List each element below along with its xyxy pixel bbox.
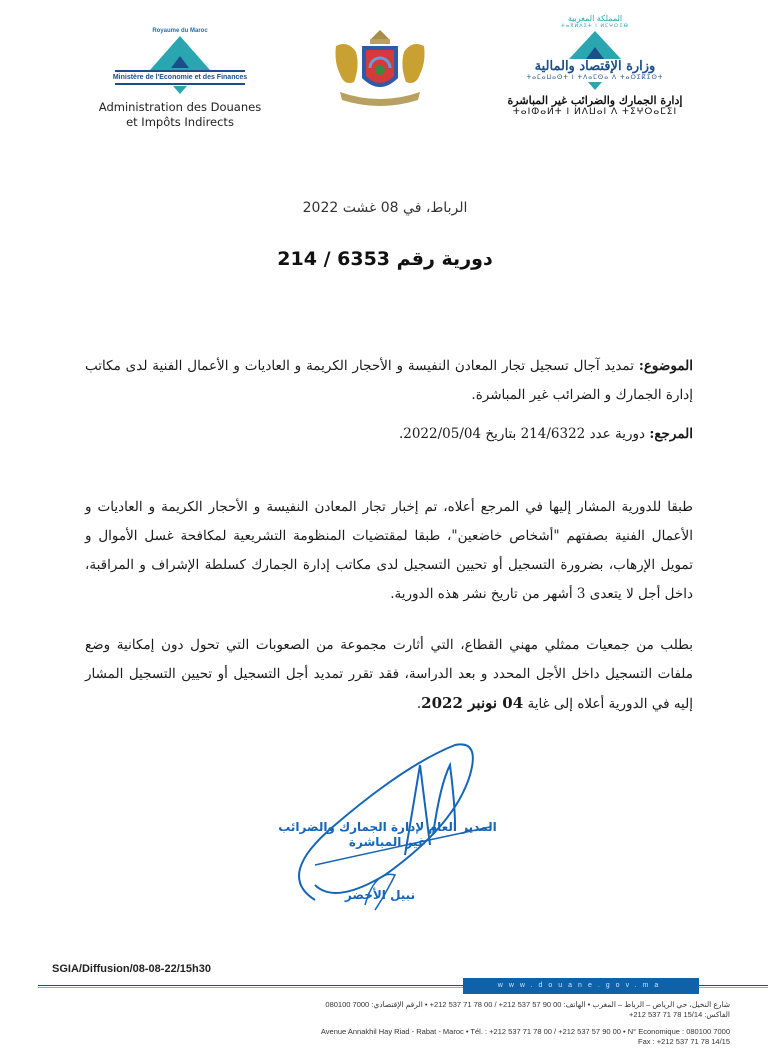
divider [115, 70, 245, 72]
website-link[interactable]: www.douane.gov.ma [463, 978, 699, 994]
paragraph-2-end: . [416, 696, 422, 712]
circular-number: دورية رقم 6353 / 214 [277, 248, 493, 270]
signatory-name: نبيل الأخضر [344, 888, 416, 902]
subject-block [85, 352, 693, 410]
kingdom-label-ar: المملكة المغربية [567, 14, 623, 23]
reference-text: دورية عدد 214/6322 بتاريخ 2022/05/04. [398, 426, 646, 442]
body-paragraph-2 [85, 631, 693, 719]
extended-deadline: 04 نونبر 2022 [421, 694, 524, 712]
administration-name-tifinagh: ⵜⴰⵏⵀⴰⵍⵜ ⵏ ⵍⴷⵡⴰⵏ ⴷ ⵜⵉⵖⵔⴰⵎⵉⵏ [512, 107, 678, 117]
triangle-logo-icon [569, 31, 621, 59]
subject-text: تمديد آجال تسجيل تجار المعادن النفيسة و الأحجار الكريمة و العاديات و الأعمال الفنية لدى مكاتب إدارة الجمارك و الضرائب غير المباشرة. [85, 358, 693, 403]
paragraph-2-text: بطلب من جمعيات ممثلي مهني القطاع، التي أثارت مجموعة من الصعوبات التي تحول دون إمكانية وضع ملفات التسجيل داخل الأجل المحدد و بعد الدراسة، فقد تقرر تمديد أجل التسجيل أو تحيين التسجيل المشار إليه في الدورية أعلاه إلى غاية [85, 637, 693, 712]
body-paragraph-1: طبقا للدورية المشار إليها في المرجع أعلاه، تم إخبار تجار المعادن النفيسة و الأحجار الكريمة و العاديات و الأعمال الفنية بصفتهم "أشخاص خاضعين"، طبقا لمقتضيات المنظومة التشريعية لمكافحة غسل الأموال و تمويل الإرهاب، بضرورة التسجيل أو تحيين التسجيل لدى مكاتب إدارة الجمارك كسلطة الإشراف و المراقبة، داخل أجل لا يتعدى 3 أشهر من تاريخ نشر هذه الدورية. [85, 499, 693, 602]
fax-ar: الفاكس: 15/14 78 71 537 212+ [628, 1010, 730, 1019]
subject-label: الموضوع: [638, 358, 693, 374]
kingdom-label: Royaume du Maroc [152, 28, 208, 34]
ministry-name-fr: Ministère de l'Economie et des Finances [112, 74, 248, 81]
ministry-logo-fr [95, 26, 265, 151]
signatory-title [260, 820, 515, 850]
letter-date: الرباط، في 08 غشت 2022 [302, 200, 468, 216]
ministry-name-ar: وزارة الإقتصاد والمالية [534, 59, 656, 74]
fax-fr: Fax : +212 537 71 78 14/15 [638, 1037, 730, 1046]
administration-name-fr-line2: et Impôts Indirects [126, 115, 234, 129]
triangle-down-icon [173, 86, 187, 94]
signatory-title-line2: غير المباشرة [348, 835, 427, 849]
address-fr: Avenue Annakhil Hay Riad - Rabat - Maroc • Tél. : +212 537 71 78 00 / +212 537 57 90 00 • N° Economique : 080100 7000 [320, 1027, 730, 1036]
divider [115, 83, 245, 85]
triangle-down-icon [588, 82, 602, 90]
reference-block [85, 420, 693, 449]
coat-of-arms-icon [326, 26, 434, 112]
address-ar: شارع النخيل، حي الرياض – الرباط – المغرب • الهاتف: 00 90 57 537 212+ / 00 78 71 537 212+ • الرقم الإقتصادي: 7000 080100 [325, 1000, 730, 1009]
diffusion-reference: SGIA/Diffusion/08-08-22/15h30 [52, 963, 211, 975]
kingdom-label-tifinagh: ⵜⴰⴳⵍⴷⵉⵜ ⵏ ⵍⵎⵖⵔⵉⴱ [561, 23, 629, 29]
administration-name-fr-line1: Administration des Douanes [98, 100, 262, 114]
ministry-name-tifinagh: ⵜⴰⵎⴰⵡⴰⵙⵜ ⵏ ⵜⴷⴰⵎⵙⴰ ⴷ ⵜⴰⵔⵉⴽⵉⵙⵜ [526, 74, 664, 81]
reference-label: المرجع: [649, 426, 693, 442]
signatory-title-line1: المدير العام لإدارة الجمارك والضرائب [278, 820, 497, 834]
ministry-logo-ar [505, 14, 685, 150]
triangle-logo-icon [150, 36, 210, 70]
administration-name-ar: إدارة الجمارك والضرائب غير المباشرة [507, 94, 683, 107]
